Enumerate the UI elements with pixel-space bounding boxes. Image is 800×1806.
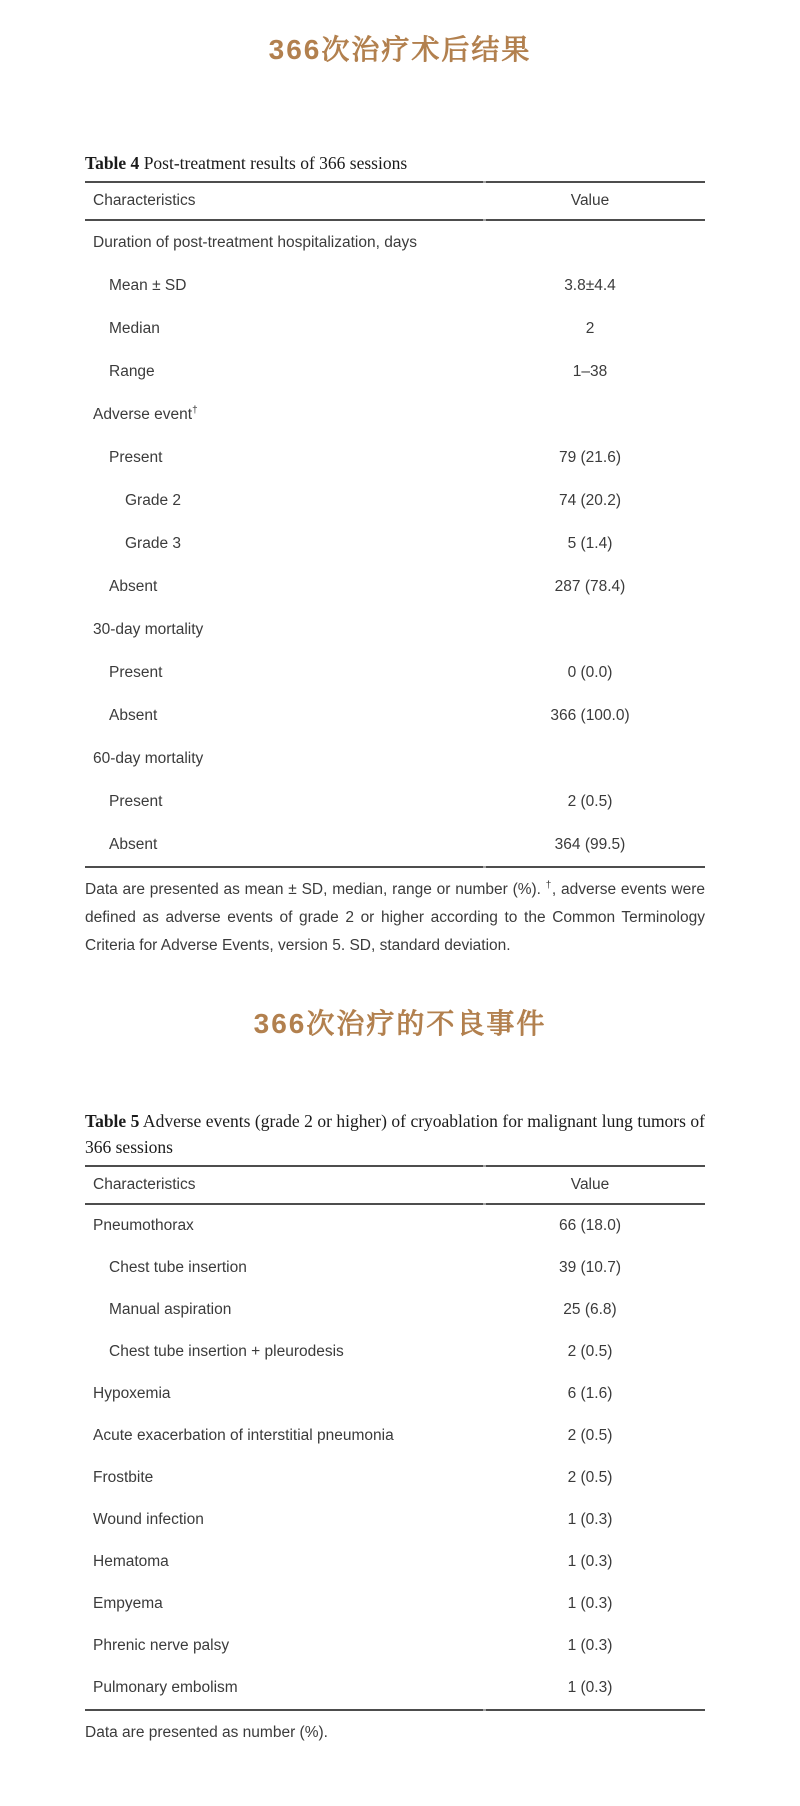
table4-footnote	[85, 876, 705, 960]
table5-top-rule	[85, 1165, 705, 1167]
table4-footnote-post: , adverse events were defined as adverse events of grade 2 or higher according to the Common Terminology Criteria for Adverse Events, version 5. SD, standard deviation.	[85, 881, 705, 954]
table-row	[85, 264, 705, 307]
row-value: 6 (1.6)	[567, 1385, 613, 1402]
table-row	[85, 1373, 705, 1415]
table-row	[85, 737, 705, 780]
table-row	[85, 1289, 705, 1331]
table5-caption-text: Adverse events (grade 2 or higher) of cryoablation for malignant lung tumors of 366 sessions	[85, 1111, 705, 1157]
table-row	[85, 1415, 705, 1457]
table4-footnote-pre: Data are presented as mean ± SD, median, range or number (%).	[85, 881, 546, 898]
row-value: 74 (20.2)	[558, 491, 622, 509]
row-value: 1 (0.3)	[567, 1679, 613, 1696]
row-label: 30-day mortality	[93, 620, 204, 638]
row-label: Chest tube insertion + pleurodesis	[109, 1343, 344, 1360]
row-value: 79 (21.6)	[558, 448, 622, 466]
row-label: Manual aspiration	[109, 1301, 232, 1318]
row-label: Absent	[109, 835, 158, 853]
row-label: Present	[109, 448, 163, 466]
table-row	[85, 522, 705, 565]
section-title-adverse-events: 366次治疗的不良事件	[253, 1008, 547, 1039]
table-row	[85, 1247, 705, 1289]
row-label: Chest tube insertion	[109, 1259, 247, 1276]
row-value: 25 (6.8)	[563, 1301, 617, 1318]
row-label: Duration of post-treatment hospitalization, days	[93, 233, 417, 251]
row-value: 1 (0.3)	[567, 1511, 613, 1528]
row-value: 2	[585, 319, 595, 337]
table5-body	[85, 1205, 705, 1709]
table-row	[85, 1457, 705, 1499]
row-label: Mean ± SD	[109, 276, 187, 294]
dagger-superscript: †	[545, 879, 552, 891]
row-label: Adverse event†	[93, 404, 198, 423]
table4-body	[85, 221, 705, 866]
row-value: 1 (0.3)	[567, 1595, 613, 1612]
table-row	[85, 694, 705, 737]
table-row	[85, 479, 705, 522]
table4-caption-text: Post-treatment results of 366 sessions	[139, 153, 408, 173]
row-label: Present	[109, 792, 163, 810]
table4-header-row	[85, 183, 705, 219]
row-label: Frostbite	[93, 1469, 154, 1486]
row-value: 2 (0.5)	[567, 1469, 613, 1486]
table4-caption	[85, 150, 705, 176]
table-row	[85, 780, 705, 823]
table5-header-row	[85, 1167, 705, 1203]
table-row	[85, 350, 705, 393]
row-label: Present	[109, 663, 163, 681]
row-value: 5 (1.4)	[567, 534, 613, 552]
table-row	[85, 393, 705, 436]
table-row	[85, 221, 705, 264]
table5-header-rule	[85, 1203, 705, 1205]
row-label: Hematoma	[93, 1553, 169, 1570]
table-row	[85, 1667, 705, 1709]
table4-bottom-rule	[85, 866, 705, 868]
row-label: Wound infection	[93, 1511, 204, 1528]
table4-column-header-characteristics: Characteristics	[93, 192, 196, 209]
table5-bottom-rule	[85, 1709, 705, 1711]
table-row	[85, 436, 705, 479]
table5	[85, 1108, 705, 1747]
row-label: Absent	[109, 577, 158, 595]
row-value: 39 (10.7)	[558, 1259, 622, 1276]
table-row	[85, 1625, 705, 1667]
row-label: Range	[109, 362, 155, 380]
table-row	[85, 1331, 705, 1373]
dagger-superscript: †	[192, 404, 198, 416]
table4	[85, 150, 705, 960]
row-value: 1 (0.3)	[567, 1637, 613, 1654]
table4-column-header-value: Value	[570, 192, 610, 209]
row-value: 364 (99.5)	[554, 835, 626, 853]
row-value: 366 (100.0)	[550, 706, 630, 724]
row-label: Pneumothorax	[93, 1217, 194, 1234]
table-row	[85, 307, 705, 350]
table4-top-rule	[85, 181, 705, 183]
table5-column-header-value: Value	[570, 1176, 610, 1193]
section-title-post-treatment-results: 366次治疗术后结果	[268, 34, 532, 65]
table-row	[85, 1205, 705, 1247]
table5-caption	[85, 1108, 705, 1160]
table-row	[85, 651, 705, 694]
row-value: 2 (0.5)	[567, 792, 613, 810]
table4-header-rule	[85, 219, 705, 221]
table-row	[85, 823, 705, 866]
row-value: 2 (0.5)	[567, 1343, 613, 1360]
row-label: Acute exacerbation of interstitial pneumonia	[93, 1427, 394, 1444]
table-row	[85, 1499, 705, 1541]
table5-column-header-characteristics: Characteristics	[93, 1176, 196, 1193]
table-row	[85, 608, 705, 651]
row-value: 1–38	[572, 362, 608, 380]
row-label: Pulmonary embolism	[93, 1679, 238, 1696]
row-label: Absent	[109, 706, 158, 724]
row-label: Grade 3	[125, 534, 182, 552]
row-label: Hypoxemia	[93, 1385, 171, 1402]
row-value: 66 (18.0)	[558, 1217, 622, 1234]
row-label: Median	[109, 319, 160, 337]
row-value: 287 (78.4)	[554, 577, 626, 595]
row-value: 3.8±4.4	[564, 276, 616, 294]
table-row	[85, 1541, 705, 1583]
row-value: 1 (0.3)	[567, 1553, 613, 1570]
row-label: Empyema	[93, 1595, 163, 1612]
row-label: Phrenic nerve palsy	[93, 1637, 230, 1654]
table4-caption-label: Table 4	[85, 153, 140, 173]
row-value: 0 (0.0)	[567, 663, 613, 681]
table5-caption-label: Table 5	[85, 1111, 140, 1131]
row-label: 60-day mortality	[93, 749, 204, 767]
row-label: Grade 2	[125, 491, 182, 509]
table-row	[85, 1583, 705, 1625]
table-row	[85, 565, 705, 608]
row-value: 2 (0.5)	[567, 1427, 613, 1444]
table5-footnote: Data are presented as number (%).	[85, 1724, 328, 1741]
